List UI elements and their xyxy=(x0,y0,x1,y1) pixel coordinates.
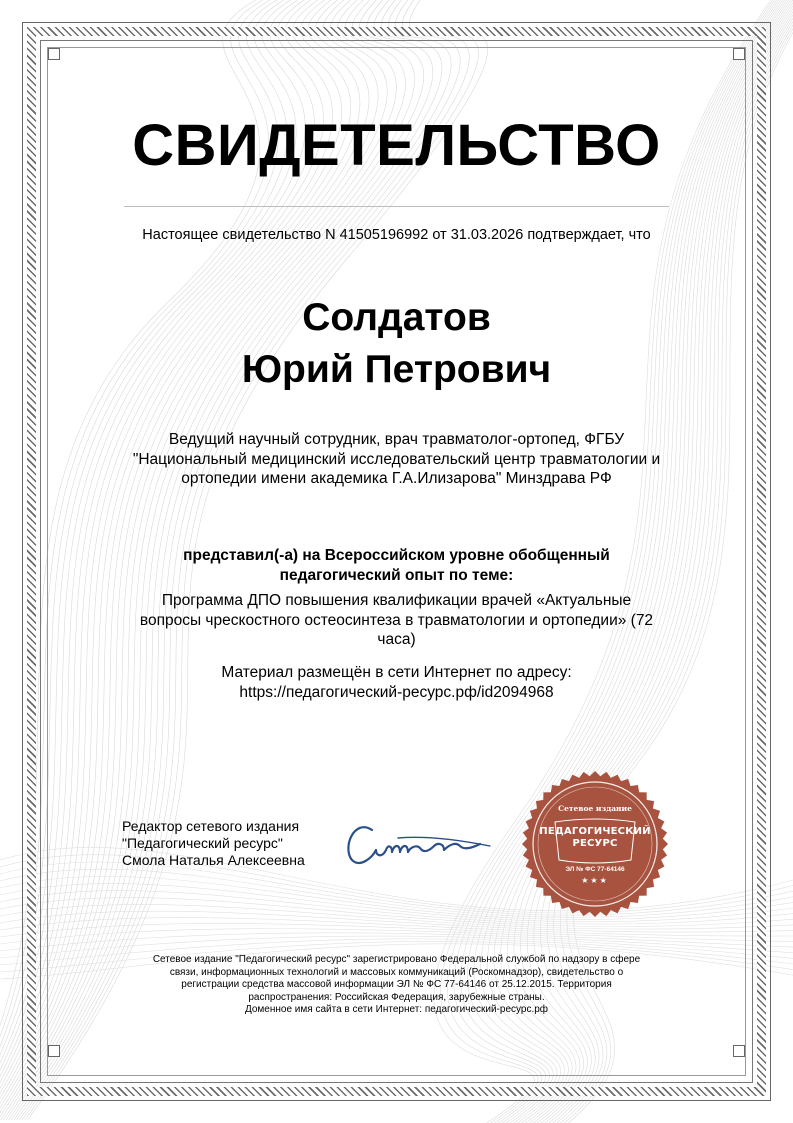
certificate-intro: Настоящее свидетельство N 41505196992 от 31.03.2026 подтверждает, что xyxy=(142,227,651,243)
seal-main-line: ПЕДАГОГИЧЕСКИЙ xyxy=(539,826,651,837)
recipient-surname: Солдатов xyxy=(302,296,491,339)
topic-line: вопросы чрескостного остеосинтеза в травматологии и ортопедии» (72 xyxy=(139,611,654,629)
material-url: https://педагогический-ресурс.рф/id2094968 xyxy=(239,683,554,701)
editor-name: Смола Наталья Алексеевна xyxy=(122,852,305,868)
topic-line: Программа ДПО повышения квалификации врачей «Актуальные xyxy=(161,592,632,609)
editor-role: Редактор сетевого издания xyxy=(122,818,300,834)
topic-line: часа) xyxy=(377,631,416,648)
material-label: Материал размещён в сети Интернет по адресу: xyxy=(221,664,572,681)
position-line: "Национальный медицинский исследовательский центр травматологии и xyxy=(132,450,661,468)
footer-line: Сетевое издание "Педагогический ресурс" зарегистрировано Федеральной службой по надзору в сфере xyxy=(152,954,641,965)
publication-seal xyxy=(521,770,669,918)
position-line: ортопедии имени академика Г.А.Илизарова" Минздрава РФ xyxy=(181,470,612,487)
presented-line: педагогический опыт по теме: xyxy=(279,566,514,584)
presented-line: представил(-а) на Всероссийском уровне обобщенный xyxy=(183,547,610,564)
registration-footer xyxy=(120,954,673,1017)
footer-line: Доменное имя сайта в сети Интернет: педагогический-ресурс.рф xyxy=(244,1004,549,1015)
seal-registration: ЭЛ № ФС 77-64146 xyxy=(565,866,625,873)
presented-statement xyxy=(140,546,653,585)
seal-stars: ★★★ xyxy=(581,876,609,885)
material-location xyxy=(100,663,693,702)
seal-top-text: Сетевое издание xyxy=(558,804,632,813)
topic-text xyxy=(110,591,683,650)
corner-ornament xyxy=(733,48,745,60)
corner-ornament xyxy=(733,1045,745,1057)
footer-line: распространения: Российская Федерация, зарубежные страны. xyxy=(248,991,545,1003)
position-line: Ведущий научный сотрудник, врач травматолог-ортопед, ФГБУ xyxy=(168,431,625,448)
footer-line: связи, информационных технологий и массовых коммуникаций (Роскомнадзор), свидетельство о xyxy=(169,966,624,978)
recipient-given-names: Юрий Петрович xyxy=(241,348,552,391)
footer-line: регистрации средства массовой информации ЭЛ № ФС 77-64146 от 25.12.2015. Территория xyxy=(181,979,612,990)
recipient-position xyxy=(100,430,693,489)
certificate-title: СВИДЕТЕЛЬСТВО xyxy=(132,113,661,178)
corner-ornament xyxy=(48,1045,60,1057)
editor-signature xyxy=(340,808,500,878)
editor-block xyxy=(122,818,305,869)
seal-main-text xyxy=(521,826,669,850)
recipient-name xyxy=(0,292,793,396)
editor-publication: "Педагогический ресурс" xyxy=(122,835,283,851)
title-divider xyxy=(124,206,669,207)
seal-main-line: РЕСУРС xyxy=(572,838,618,849)
corner-ornament xyxy=(48,48,60,60)
